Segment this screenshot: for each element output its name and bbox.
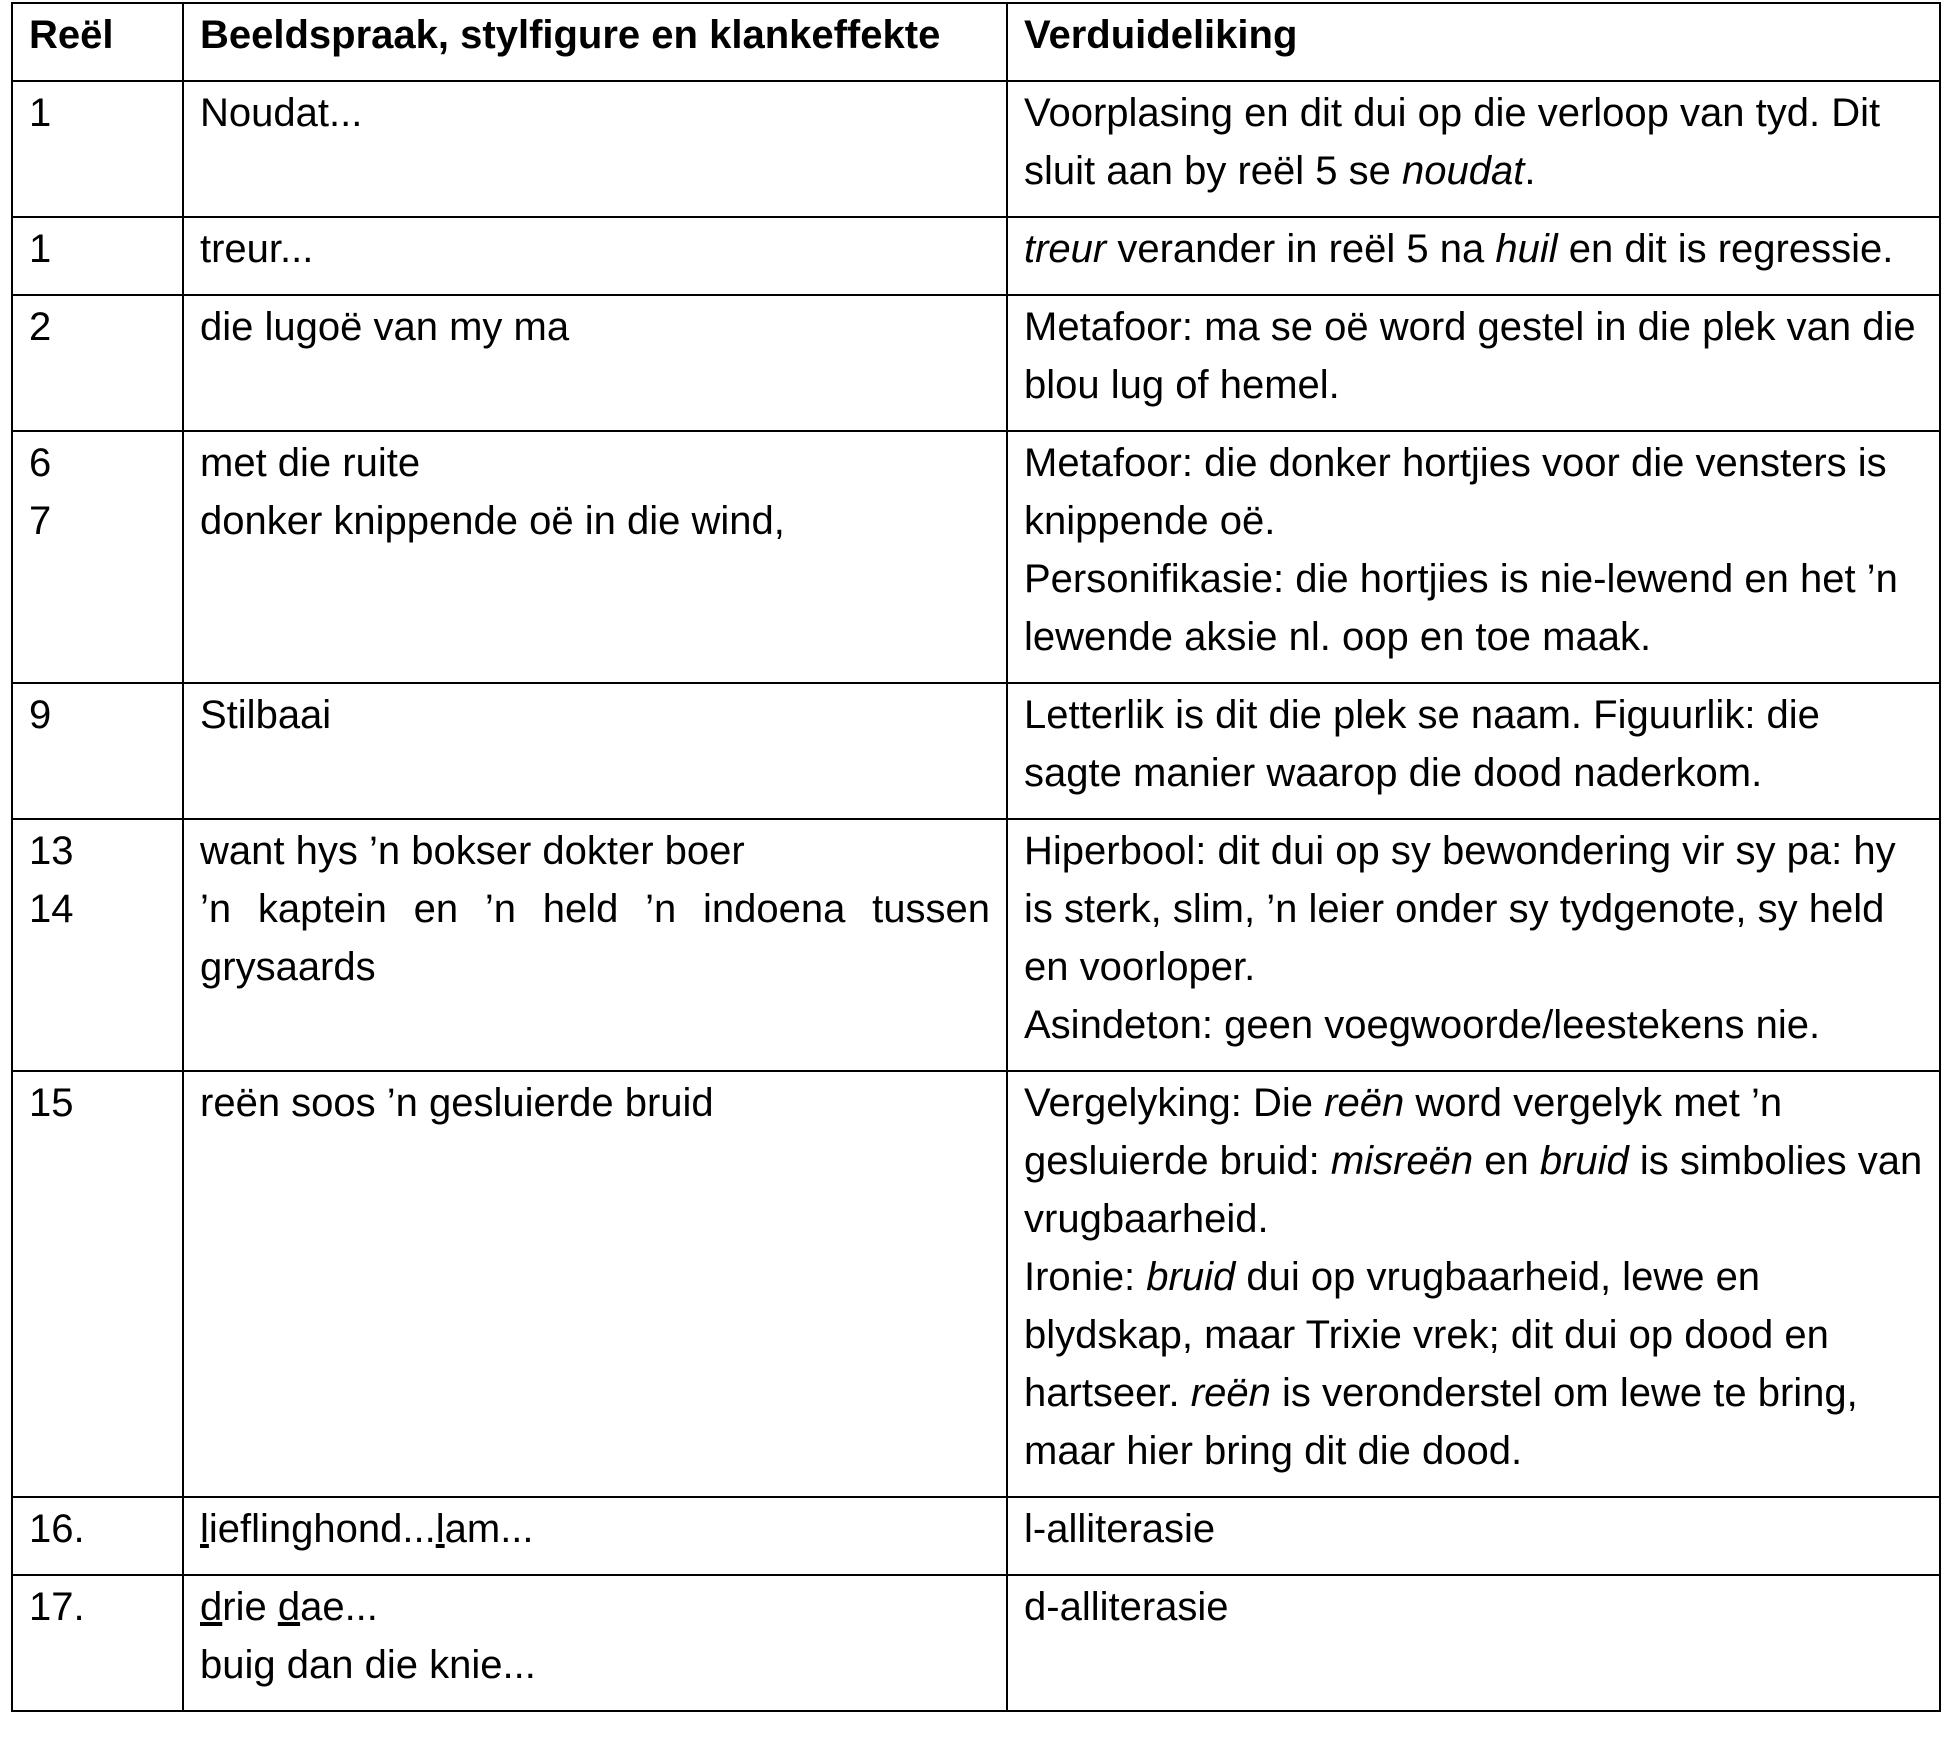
explanation-cell <box>1007 431 1940 683</box>
text-run: Hiperbool: dit dui op sy bewondering vir sy pa: hy is sterk, slim, ’n leier onder sy tydgenote, sy held en voorloper. <box>1024 829 1896 989</box>
explanation-cell <box>1007 295 1940 431</box>
table-row <box>12 81 1940 217</box>
italic-term: reën <box>1324 1081 1405 1125</box>
reel-cell <box>12 431 183 683</box>
text-run: ieflinghond... <box>208 1507 436 1551</box>
explanation-cell <box>1007 819 1940 1071</box>
reel-cell <box>12 683 183 819</box>
text-run: en <box>1473 1139 1540 1183</box>
explanation-paragraph <box>1024 84 1923 200</box>
reel-number: 15 <box>29 1081 74 1125</box>
imagery-cell <box>183 1071 1007 1497</box>
header-imagery: Beeldspraak, stylfigure en klankeffekte <box>183 3 1007 81</box>
explanation-paragraph <box>1024 686 1923 802</box>
imagery-line <box>200 1578 990 1636</box>
table-row <box>12 217 1940 295</box>
reel-cell <box>12 295 183 431</box>
underlined-letter: l <box>435 1507 445 1551</box>
reel-number: 1 <box>29 227 52 271</box>
imagery-cell <box>183 217 1007 295</box>
reel-number: 16. <box>29 1507 85 1551</box>
reel-number: 17. <box>29 1585 85 1629</box>
text-run: Asindeton: geen voegwoorde/leestekens nie. <box>1024 1003 1821 1047</box>
text-run: Ironie: <box>1024 1255 1147 1299</box>
imagery-line: treur... <box>200 227 314 271</box>
reel-number: 9 <box>29 693 52 737</box>
table-row <box>12 819 1940 1071</box>
text-run: Personifikasie: die hortjies is nie-lewend en het ’n lewende aksie nl. oop en toe maak. <box>1024 557 1898 659</box>
explanation-cell <box>1007 683 1940 819</box>
explanation-paragraph <box>1024 434 1923 550</box>
underlined-letter: d <box>277 1585 301 1629</box>
explanation-paragraph <box>1024 1074 1923 1248</box>
reel-cell <box>12 819 183 1071</box>
underlined-letter: d <box>200 1585 223 1629</box>
explanation-paragraph <box>1024 822 1923 996</box>
text-run: ae... <box>300 1585 378 1629</box>
poem-analysis-table <box>11 2 1941 1712</box>
text-run: Letterlik is dit die plek se naam. Figuurlik: die sagte manier waarop die dood naderkom. <box>1024 693 1820 795</box>
text-run: word vergelyk met ’n gesluierde bruid: <box>1024 1081 1783 1183</box>
table-row <box>12 431 1940 683</box>
table-body <box>12 81 1940 1711</box>
italic-term: misreën <box>1330 1139 1474 1183</box>
explanation-paragraph <box>1024 1500 1923 1558</box>
header-explanation: Verduideliking <box>1007 3 1940 81</box>
italic-term: bruid <box>1539 1139 1629 1183</box>
table-row <box>12 1497 1940 1575</box>
text-run: is simbolies van vrugbaarheid. <box>1024 1139 1923 1241</box>
explanation-cell <box>1007 217 1940 295</box>
text-run: Metafoor: ma se oë word gestel in die plek van die blou lug of hemel. <box>1024 305 1916 407</box>
explanation-cell <box>1007 81 1940 217</box>
table-row <box>12 683 1940 819</box>
text-run: dui op vrugbaarheid, lewe en blydskap, maar Trixie vrek; dit dui op dood en hartseer. <box>1024 1255 1829 1415</box>
explanation-paragraph <box>1024 996 1923 1054</box>
text-run: Vergelyking: Die <box>1024 1081 1325 1125</box>
imagery-line: donker knippende oë in die wind, <box>200 499 785 543</box>
imagery-line: Stilbaai <box>200 693 332 737</box>
reel-number: 6 <box>29 441 52 485</box>
explanation-cell <box>1007 1071 1940 1497</box>
imagery-line: want hys ’n bokser dokter boer <box>200 829 745 873</box>
imagery-line: ’n kaptein en ’n held ’n indoena tussen <box>200 887 990 931</box>
italic-term: bruid <box>1146 1255 1236 1299</box>
reel-cell <box>12 1071 183 1497</box>
imagery-line <box>200 1636 990 1694</box>
table-row <box>12 1575 1940 1711</box>
italic-term: reën <box>1190 1371 1271 1415</box>
imagery-cell <box>183 819 1007 1071</box>
document-page <box>11 2 1941 1712</box>
imagery-line <box>200 1500 990 1558</box>
text-run: . <box>1524 149 1536 193</box>
imagery-line: Noudat... <box>200 91 363 135</box>
text-run: d-alliterasie <box>1024 1585 1229 1629</box>
explanation-paragraph <box>1024 220 1923 278</box>
reel-number: 1 <box>29 91 52 135</box>
explanation-cell <box>1007 1497 1940 1575</box>
reel-number: 13 <box>29 829 74 873</box>
reel-number: 14 <box>29 887 74 931</box>
text-run: Voorplasing en dit dui op die verloop van tyd. Dit sluit aan by reël 5 se <box>1024 91 1881 193</box>
reel-number: 2 <box>29 305 52 349</box>
text-run: am... <box>444 1507 534 1551</box>
explanation-paragraph <box>1024 298 1923 414</box>
text-run: is veronderstel om lewe te bring, maar hier bring dit die dood. <box>1024 1371 1858 1473</box>
imagery-cell <box>183 683 1007 819</box>
text-run: en dit is regressie. <box>1557 227 1894 271</box>
italic-term: treur <box>1024 227 1107 271</box>
table-row <box>12 295 1940 431</box>
imagery-line: die lugoë van my ma <box>200 305 570 349</box>
underlined-letter: l <box>200 1507 209 1551</box>
text-run: Metafoor: die donker hortjies voor die vensters is knippende oë. <box>1024 441 1887 543</box>
explanation-paragraph <box>1024 1248 1923 1480</box>
explanation-paragraph <box>1024 550 1923 666</box>
imagery-cell <box>183 1497 1007 1575</box>
reel-cell <box>12 81 183 217</box>
text-run: rie <box>222 1585 278 1629</box>
imagery-cell <box>183 81 1007 217</box>
imagery-cell <box>183 1575 1007 1711</box>
reel-cell <box>12 217 183 295</box>
imagery-line: reën soos ’n gesluierde bruid <box>200 1081 714 1125</box>
table-header-row <box>12 3 1940 81</box>
imagery-cell <box>183 295 1007 431</box>
header-reel: Reël <box>12 3 183 81</box>
text-run: verander in reël 5 na <box>1106 227 1496 271</box>
imagery-line: grysaards <box>200 945 376 989</box>
reel-cell <box>12 1497 183 1575</box>
text-run: buig dan die knie... <box>200 1643 536 1687</box>
imagery-line: met die ruite <box>200 441 421 485</box>
italic-term: noudat <box>1402 149 1525 193</box>
imagery-cell <box>183 431 1007 683</box>
explanation-cell <box>1007 1575 1940 1711</box>
table-row <box>12 1071 1940 1497</box>
reel-number: 7 <box>29 499 52 543</box>
italic-term: huil <box>1495 227 1558 271</box>
text-run: l-alliterasie <box>1024 1507 1216 1551</box>
explanation-paragraph <box>1024 1578 1923 1636</box>
reel-cell <box>12 1575 183 1711</box>
